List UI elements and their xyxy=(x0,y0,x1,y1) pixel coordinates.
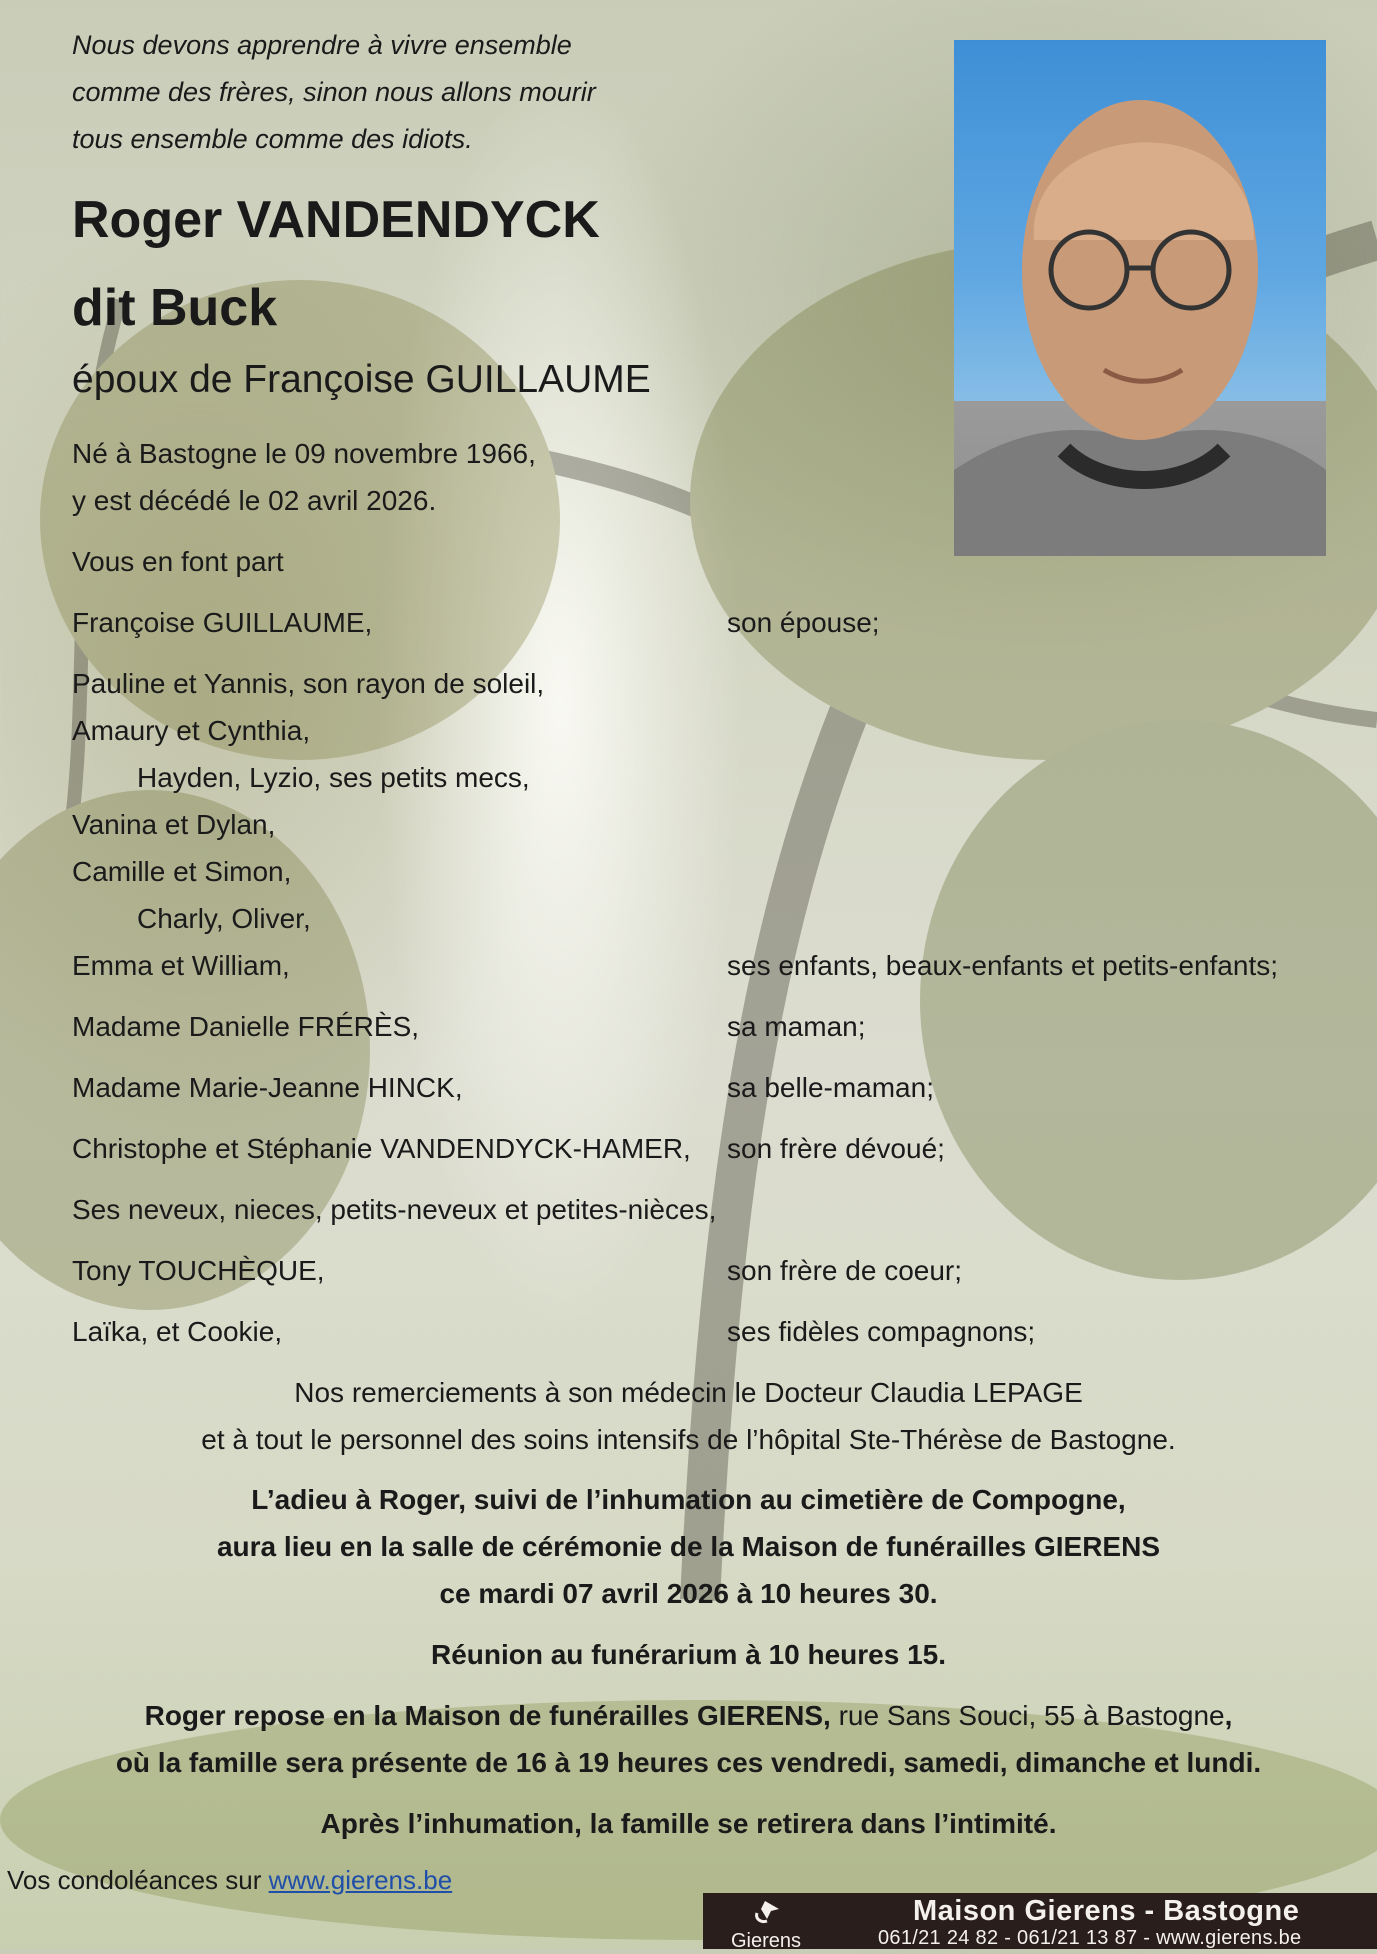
repose-line xyxy=(0,1692,1377,1739)
repose-comma: , xyxy=(1224,1700,1233,1731)
family-member: Madame Danielle FRÉRÈS, xyxy=(72,1011,420,1042)
family-member: Pauline et Yannis, son rayon de soleil, xyxy=(72,668,545,699)
family-relation: son frère dévoué; xyxy=(727,1133,945,1164)
family-member: Camille et Simon, xyxy=(72,856,292,887)
name-line: Roger VANDENDYCK xyxy=(72,191,600,249)
repose-block xyxy=(0,1692,1377,1786)
family-member: Laïka, et Cookie, xyxy=(72,1316,283,1347)
ceremony-line: L’adieu à Roger, suivi de l’inhumation au cimetière de Compogne, xyxy=(251,1484,1126,1515)
funeral-home-banner xyxy=(703,1893,1377,1949)
family-member: Amaury et Cynthia, xyxy=(72,715,311,746)
family-member: Françoise GUILLAUME, xyxy=(72,607,373,638)
life-dates xyxy=(72,430,536,524)
family-member: Tony TOUCHÈQUE, xyxy=(72,1255,325,1286)
thanks-line: et à tout le personnel des soins intensifs de l’hôpital Ste-Thérèse de Bastogne. xyxy=(201,1424,1176,1455)
visiting-hours: où la famille sera présente de 16 à 19 heures ces vendredi, samedi, dimanche et lundi. xyxy=(115,1747,1262,1778)
death-line: y est décédé le 02 avril 2026. xyxy=(72,485,437,516)
gierens-logo xyxy=(721,1897,811,1949)
brand-title: Maison Gierens - Bastogne xyxy=(913,1895,1300,1927)
family-member: Charly, Oliver, xyxy=(137,903,311,934)
repose-address: rue Sans Souci, 55 à Bastogne xyxy=(830,1700,1225,1731)
after-burial-line: Après l’inhumation, la famille se retirera dans l’intimité. xyxy=(320,1808,1057,1839)
ceremony-line: aura lieu en la salle de cérémonie de la Maison de funérailles GIERENS xyxy=(216,1531,1161,1562)
epigraph-quote xyxy=(72,22,712,163)
announcement-intro: Vous en font part xyxy=(72,546,284,577)
family-member: Emma et William, xyxy=(72,950,290,981)
family-member: Madame Marie-Jeanne HINCK, xyxy=(72,1072,463,1103)
family-relation: son frère de coeur; xyxy=(727,1255,963,1286)
portrait-photo xyxy=(954,40,1326,556)
family-relation: ses fidèles compagnons; xyxy=(727,1316,1036,1347)
birth-line: Né à Bastogne le 09 novembre 1966, xyxy=(72,438,536,469)
ceremony-line: ce mardi 07 avril 2026 à 10 heures 30. xyxy=(439,1578,938,1609)
deceased-name xyxy=(72,176,600,352)
brand-contact: 061/21 24 82 - 061/21 13 87 - www.gierens.be xyxy=(878,1927,1302,1949)
logo-text: Gierens xyxy=(730,1930,802,1949)
family-member: Hayden, Lyzio, ses petits mecs, xyxy=(137,762,530,793)
family-relation: sa belle-maman; xyxy=(727,1072,934,1103)
family-relation: sa maman; xyxy=(727,1011,866,1042)
thanks-line: Nos remerciements à son médecin le Docteur Claudia LEPAGE xyxy=(294,1377,1083,1408)
reunion-line: Réunion au funérarium à 10 heures 15. xyxy=(430,1639,947,1670)
family-member: Ses neveux, nieces, petits-neveux et petites-nièces, xyxy=(72,1194,717,1225)
spouse-line: époux de Françoise GUILLAUME xyxy=(72,358,651,401)
condolences-link[interactable]: www.gierens.be xyxy=(268,1865,453,1895)
family-member: Christophe et Stéphanie VANDENDYCK-HAMER, xyxy=(72,1133,691,1164)
nickname-line: dit Buck xyxy=(72,279,278,337)
thanks-block xyxy=(0,1369,1377,1463)
condolences-label: Vos condoléances sur xyxy=(7,1865,269,1895)
repose-bold: Roger repose en la Maison de funérailles GIERENS, xyxy=(144,1700,831,1731)
condolences-line xyxy=(7,1860,452,1900)
family-member: Vanina et Dylan, xyxy=(72,809,276,840)
quote-line: Nous devons apprendre à vivre ensemble xyxy=(72,30,572,60)
quote-line: comme des frères, sinon nous allons mourir xyxy=(72,77,596,107)
family-relation: son épouse; xyxy=(727,607,880,638)
ceremony-block xyxy=(0,1476,1377,1617)
family-relation: ses enfants, beaux-enfants et petits-enfants; xyxy=(727,950,1279,981)
quote-line: tous ensemble comme des idiots. xyxy=(72,124,473,154)
